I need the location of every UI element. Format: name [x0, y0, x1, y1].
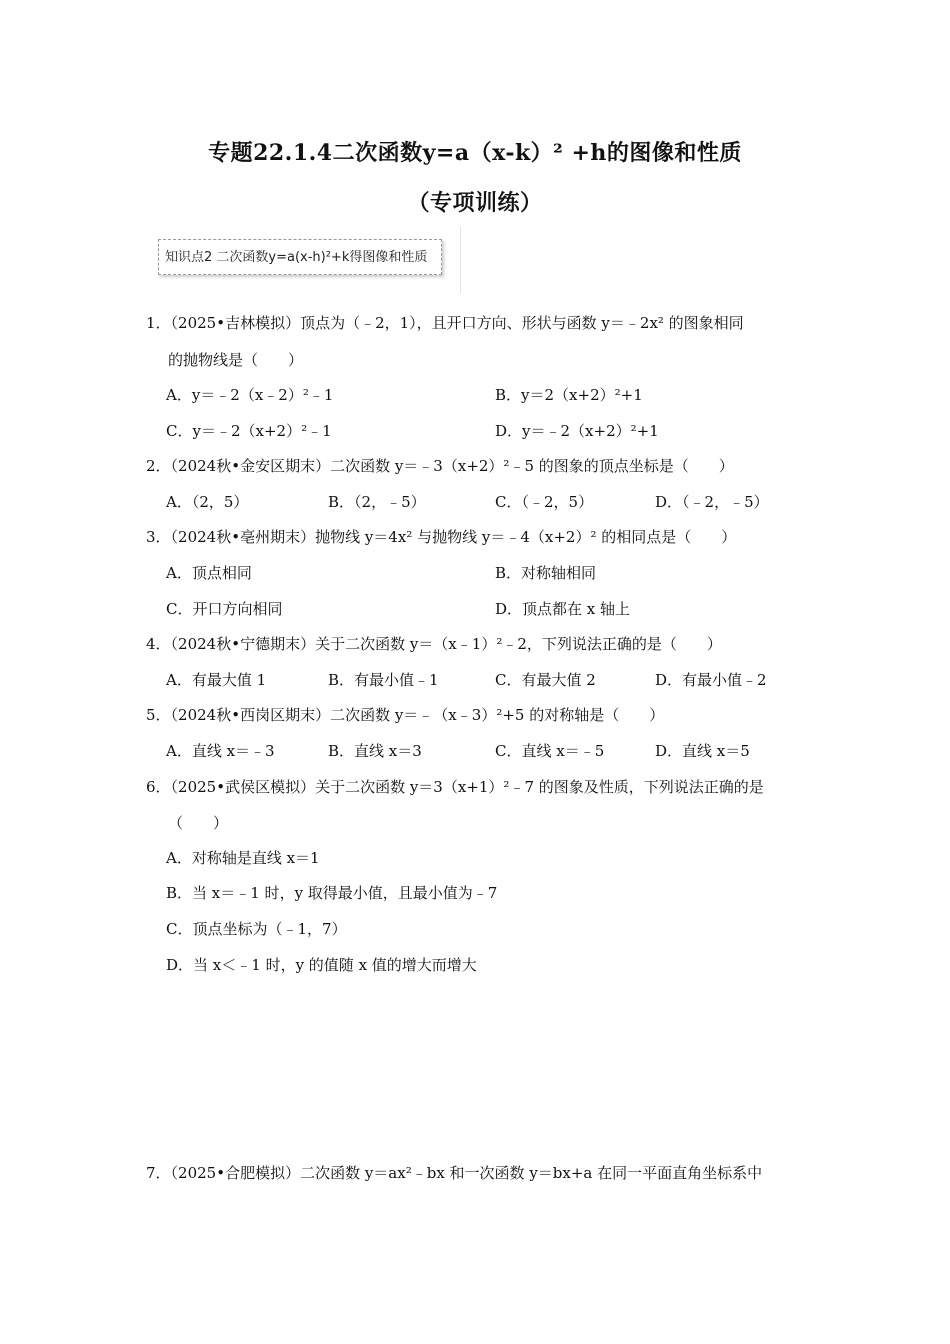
- question-1-stem: 1．（2025•吉林模拟）顶点为（﹣2，1），且开口方向、形状与函数 y＝﹣2x² 的图象相同: [146, 314, 744, 332]
- question-3-option-a[interactable]: A．顶点相同: [166, 564, 252, 582]
- question-1-option-d[interactable]: D．y＝﹣2（x+2）²+1: [495, 422, 659, 440]
- question-2-option-b[interactable]: B．（2，﹣5）: [328, 493, 426, 511]
- question-6-option-d[interactable]: D．当 x＜﹣1 时，y 的值随 x 值的增大而增大: [166, 956, 477, 974]
- question-4-option-c[interactable]: C．有最大值 2: [495, 671, 596, 689]
- question-2-option-a[interactable]: A．（2，5）: [166, 493, 249, 511]
- document-title: 专题22.1.4二次函数y=a（x-k）² +h的图像和性质: [208, 140, 742, 166]
- question-1-option-b[interactable]: B．y＝2（x+2）²+1: [495, 386, 643, 404]
- document-subtitle: （专项训练）: [407, 190, 543, 216]
- question-5-stem: 5．（2024秋•西岗区期末）二次函数 y＝﹣（x﹣3）²+5 的对称轴是（ ）: [146, 706, 665, 724]
- question-3-option-d[interactable]: D．顶点都在 x 轴上: [495, 600, 631, 618]
- question-5-option-d[interactable]: D．直线 x＝5: [655, 742, 750, 760]
- question-2-option-c[interactable]: C．（﹣2，5）: [495, 493, 594, 511]
- question-6-stem: 6．（2025•武侯区模拟）关于二次函数 y＝3（x+1）²﹣7 的图象及性质，下列说法正确的是: [146, 778, 764, 796]
- question-7-stem: 7．（2025•合肥模拟）二次函数 y＝ax²﹣bx 和一次函数 y＝bx+a 在同一平面直角坐标系中: [146, 1164, 763, 1182]
- question-1-option-c[interactable]: C．y＝﹣2（x+2）²﹣1: [166, 422, 332, 440]
- question-4-option-a[interactable]: A．有最大值 1: [166, 671, 267, 689]
- question-2-stem: 2．（2024秋•金安区期末）二次函数 y＝﹣3（x+2）²﹣5 的图象的顶点坐标是（ ）: [146, 457, 734, 475]
- question-4-stem: 4．（2024秋•宁德期末）关于二次函数 y＝（x﹣1）²﹣2，下列说法正确的是（ ）: [146, 635, 722, 653]
- question-5-option-b[interactable]: B．直线 x＝3: [328, 742, 422, 760]
- question-3-option-b[interactable]: B．对称轴相同: [495, 564, 597, 582]
- question-3-option-c[interactable]: C．开口方向相同: [166, 600, 283, 618]
- question-1-stem-cont: 的抛物线是（ ）: [168, 351, 304, 369]
- question-2-option-d[interactable]: D．（﹣2，﹣5）: [655, 493, 769, 511]
- question-5-option-a[interactable]: A．直线 x＝﹣3: [166, 742, 275, 760]
- question-4-option-b[interactable]: B．有最小值﹣1: [328, 671, 439, 689]
- question-3-stem: 3．（2024秋•亳州期末）抛物线 y＝4x² 与抛物线 y＝﹣4（x+2）² 的相同点是（ ）: [146, 528, 737, 546]
- divider: [460, 227, 461, 293]
- question-4-option-d[interactable]: D．有最小值﹣2: [655, 671, 767, 689]
- question-5-option-c[interactable]: C．直线 x＝﹣5: [495, 742, 605, 760]
- question-6-option-c[interactable]: C．顶点坐标为（﹣1，7）: [166, 920, 347, 938]
- question-6-stem-cont: （ ）: [168, 814, 229, 832]
- question-6-option-a[interactable]: A．对称轴是直线 x＝1: [166, 849, 320, 867]
- question-1-option-a[interactable]: A．y＝﹣2（x﹣2）²﹣1: [166, 386, 334, 404]
- knowledge-point-tag: 知识点2 二次函数y=a(x-h)²+k得图像和性质: [158, 239, 442, 275]
- question-6-option-b[interactable]: B．当 x＝﹣1 时，y 取得最小值，且最小值为﹣7: [166, 884, 498, 902]
